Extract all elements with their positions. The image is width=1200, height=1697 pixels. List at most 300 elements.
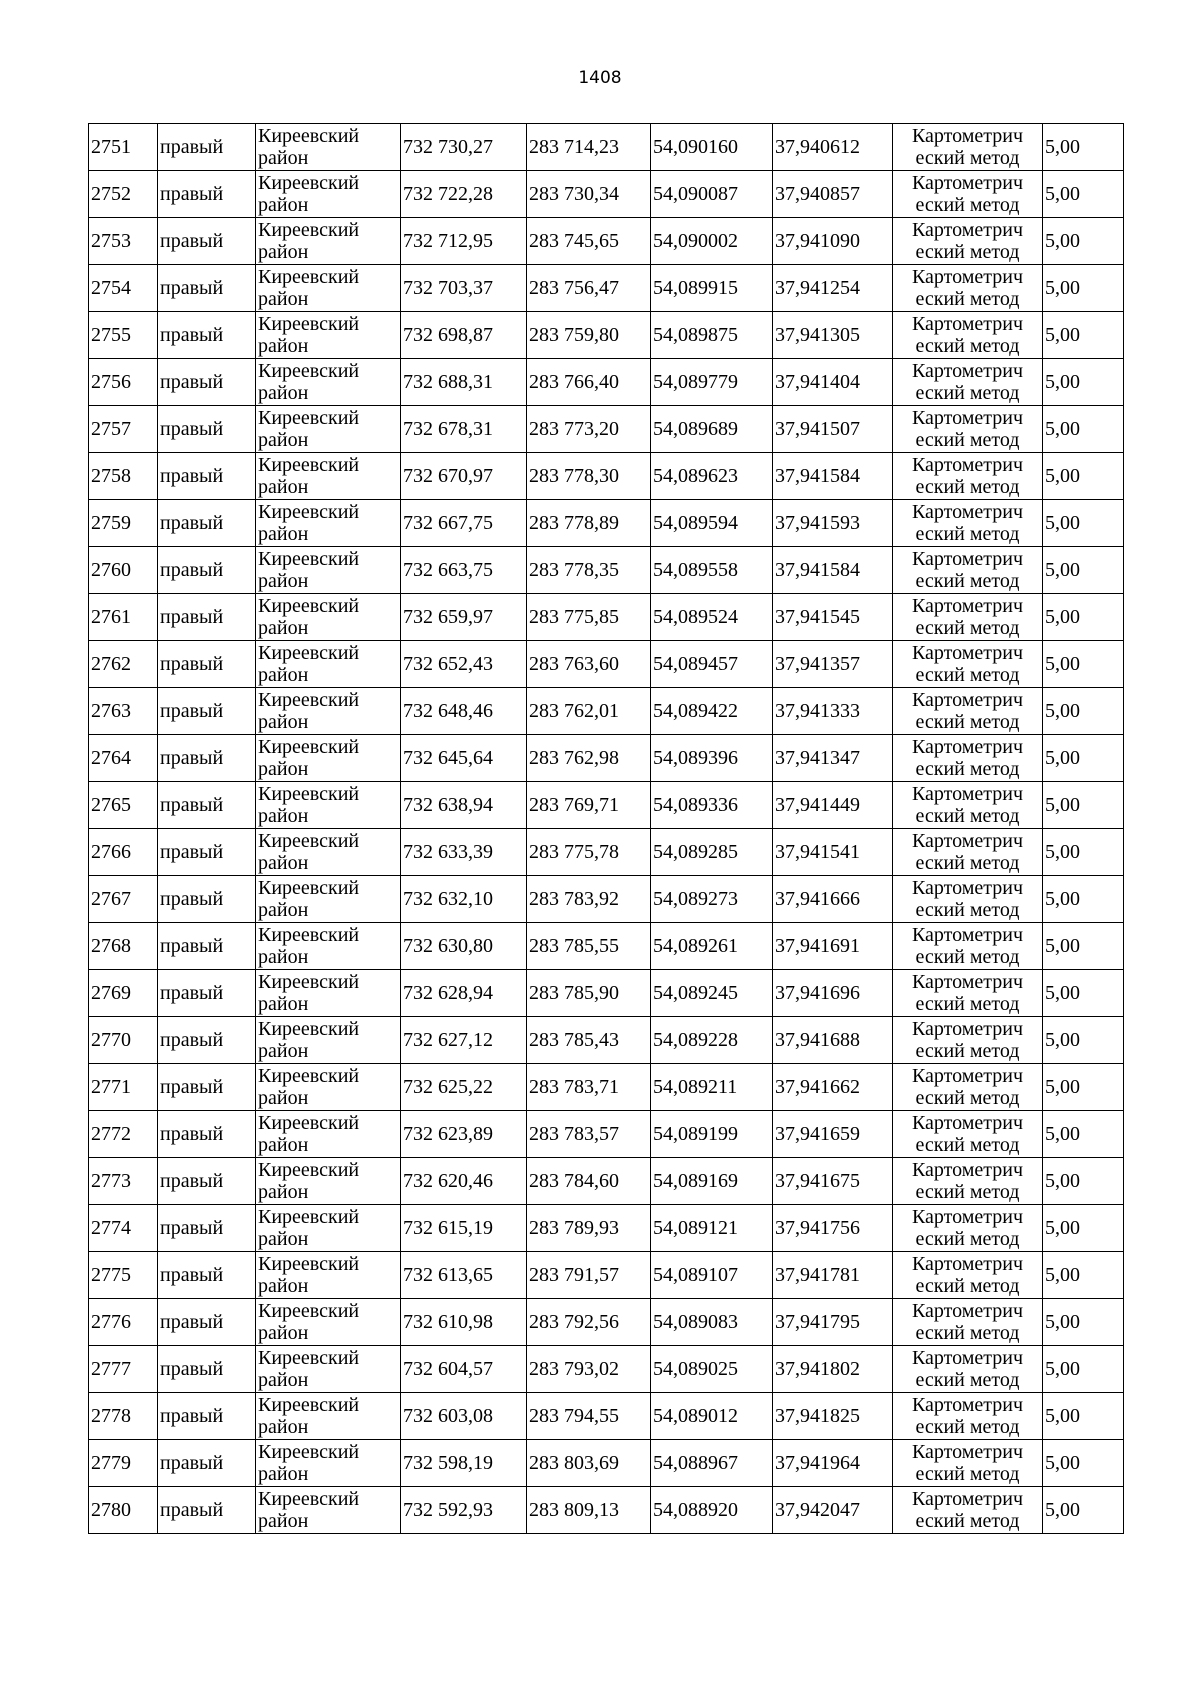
district-line-1: Киреевский (258, 1018, 360, 1040)
coord-y-cell: 283 745,65 (527, 218, 651, 265)
district-cell (256, 688, 401, 735)
method-cell (893, 1487, 1043, 1534)
point-number-cell: 2775 (89, 1252, 158, 1299)
table-row (89, 547, 1124, 594)
accuracy-cell: 5,00 (1043, 782, 1124, 829)
latitude-cell: 54,088920 (651, 1487, 773, 1534)
latitude-cell: 54,090087 (651, 171, 773, 218)
district-line-2: район (258, 288, 309, 310)
accuracy-cell: 5,00 (1043, 359, 1124, 406)
longitude-cell: 37,941305 (773, 312, 893, 359)
district-cell (256, 265, 401, 312)
district-line-2: район (258, 758, 309, 780)
district-line-2: район (258, 1369, 309, 1391)
district-cell (256, 735, 401, 782)
latitude-cell: 54,090002 (651, 218, 773, 265)
method-line-1: Картометрич (911, 1253, 1024, 1275)
district-cell (256, 1299, 401, 1346)
method-line-2: еский метод (915, 1134, 1020, 1156)
accuracy-cell: 5,00 (1043, 735, 1124, 782)
bank-side-cell: правый (158, 1017, 256, 1064)
latitude-cell: 54,089457 (651, 641, 773, 688)
accuracy-cell: 5,00 (1043, 1299, 1124, 1346)
district-cell (256, 829, 401, 876)
table-row (89, 312, 1124, 359)
table-row (89, 1252, 1124, 1299)
method-cell (893, 1440, 1043, 1487)
district-cell (256, 453, 401, 500)
method-line-1: Картометрич (911, 172, 1024, 194)
latitude-cell: 54,089336 (651, 782, 773, 829)
accuracy-cell: 5,00 (1043, 876, 1124, 923)
bank-side-cell: правый (158, 453, 256, 500)
coord-y-cell: 283 763,60 (527, 641, 651, 688)
district-line-1: Киреевский (258, 125, 360, 147)
point-number-cell: 2763 (89, 688, 158, 735)
bank-side-cell: правый (158, 641, 256, 688)
district-cell (256, 1440, 401, 1487)
method-line-1: Картометрич (911, 313, 1024, 335)
bank-side-cell: правый (158, 1111, 256, 1158)
latitude-cell: 54,089285 (651, 829, 773, 876)
point-number-cell: 2771 (89, 1064, 158, 1111)
point-number-cell: 2776 (89, 1299, 158, 1346)
latitude-cell: 54,089875 (651, 312, 773, 359)
coord-x-cell: 732 598,19 (401, 1440, 527, 1487)
district-line-1: Киреевский (258, 1159, 360, 1181)
district-cell (256, 171, 401, 218)
coord-x-cell: 732 730,27 (401, 124, 527, 171)
latitude-cell: 54,089107 (651, 1252, 773, 1299)
method-line-2: еский метод (915, 476, 1020, 498)
bank-side-cell: правый (158, 876, 256, 923)
method-line-2: еский метод (915, 335, 1020, 357)
district-line-1: Киреевский (258, 501, 360, 523)
method-cell (893, 1252, 1043, 1299)
latitude-cell: 54,089779 (651, 359, 773, 406)
method-line-1: Картометрич (911, 360, 1024, 382)
point-number-cell: 2765 (89, 782, 158, 829)
coord-x-cell: 732 625,22 (401, 1064, 527, 1111)
district-line-1: Киреевский (258, 1394, 360, 1416)
table-row (89, 218, 1124, 265)
accuracy-cell: 5,00 (1043, 500, 1124, 547)
district-cell (256, 923, 401, 970)
method-line-1: Картометрич (911, 1441, 1024, 1463)
district-line-1: Киреевский (258, 266, 360, 288)
method-cell (893, 406, 1043, 453)
method-line-2: еский метод (915, 1416, 1020, 1438)
coord-y-cell: 283 762,01 (527, 688, 651, 735)
district-line-2: район (258, 852, 309, 874)
district-line-2: район (258, 194, 309, 216)
coord-x-cell: 732 659,97 (401, 594, 527, 641)
coord-x-cell: 732 633,39 (401, 829, 527, 876)
district-line-2: район (258, 946, 309, 968)
accuracy-cell: 5,00 (1043, 1017, 1124, 1064)
table-row (89, 1017, 1124, 1064)
method-cell (893, 1393, 1043, 1440)
coord-y-cell: 283 783,92 (527, 876, 651, 923)
bank-side-cell: правый (158, 500, 256, 547)
accuracy-cell: 5,00 (1043, 453, 1124, 500)
district-line-2: район (258, 1134, 309, 1156)
coord-y-cell: 283 775,85 (527, 594, 651, 641)
latitude-cell: 54,089623 (651, 453, 773, 500)
district-cell (256, 970, 401, 1017)
point-number-cell: 2753 (89, 218, 158, 265)
longitude-cell: 37,941825 (773, 1393, 893, 1440)
point-number-cell: 2767 (89, 876, 158, 923)
method-line-1: Картометрич (911, 1300, 1024, 1322)
accuracy-cell: 5,00 (1043, 1205, 1124, 1252)
longitude-cell: 37,941675 (773, 1158, 893, 1205)
longitude-cell: 37,941666 (773, 876, 893, 923)
method-line-2: еский метод (915, 1087, 1020, 1109)
point-number-cell: 2770 (89, 1017, 158, 1064)
bank-side-cell: правый (158, 547, 256, 594)
table-row (89, 876, 1124, 923)
district-line-1: Киреевский (258, 595, 360, 617)
coord-x-cell: 732 632,10 (401, 876, 527, 923)
table-row (89, 171, 1124, 218)
latitude-cell: 54,089273 (651, 876, 773, 923)
table-row (89, 406, 1124, 453)
bank-side-cell: правый (158, 735, 256, 782)
accuracy-cell: 5,00 (1043, 1393, 1124, 1440)
district-line-2: район (258, 664, 309, 686)
coordinates-table (88, 123, 1124, 1534)
method-line-2: еский метод (915, 523, 1020, 545)
method-line-2: еский метод (915, 1510, 1020, 1532)
method-line-2: еский метод (915, 1228, 1020, 1250)
district-line-1: Киреевский (258, 1065, 360, 1087)
accuracy-cell: 5,00 (1043, 124, 1124, 171)
coord-x-cell: 732 592,93 (401, 1487, 527, 1534)
coord-y-cell: 283 793,02 (527, 1346, 651, 1393)
coord-x-cell: 732 652,43 (401, 641, 527, 688)
method-line-2: еский метод (915, 946, 1020, 968)
latitude-cell: 54,089594 (651, 500, 773, 547)
district-cell (256, 1393, 401, 1440)
district-line-1: Киреевский (258, 1253, 360, 1275)
accuracy-cell: 5,00 (1043, 1487, 1124, 1534)
district-line-1: Киреевский (258, 1441, 360, 1463)
district-line-2: район (258, 241, 309, 263)
district-cell (256, 782, 401, 829)
table-row (89, 970, 1124, 1017)
coord-x-cell: 732 648,46 (401, 688, 527, 735)
longitude-cell: 37,941449 (773, 782, 893, 829)
point-number-cell: 2768 (89, 923, 158, 970)
point-number-cell: 2778 (89, 1393, 158, 1440)
table-row (89, 1299, 1124, 1346)
accuracy-cell: 5,00 (1043, 547, 1124, 594)
district-line-1: Киреевский (258, 548, 360, 570)
district-line-1: Киреевский (258, 1300, 360, 1322)
table-row (89, 453, 1124, 500)
method-line-1: Картометрич (911, 1206, 1024, 1228)
bank-side-cell: правый (158, 265, 256, 312)
table-row (89, 641, 1124, 688)
coord-y-cell: 283 785,55 (527, 923, 651, 970)
table-row (89, 124, 1124, 171)
longitude-cell: 37,941507 (773, 406, 893, 453)
coord-x-cell: 732 722,28 (401, 171, 527, 218)
method-line-2: еский метод (915, 1040, 1020, 1062)
method-line-1: Картометрич (911, 1065, 1024, 1087)
method-line-1: Картометрич (911, 971, 1024, 993)
longitude-cell: 37,940857 (773, 171, 893, 218)
method-line-2: еский метод (915, 899, 1020, 921)
method-cell (893, 265, 1043, 312)
table-row (89, 265, 1124, 312)
method-line-1: Картометрич (911, 877, 1024, 899)
district-line-2: район (258, 147, 309, 169)
point-number-cell: 2777 (89, 1346, 158, 1393)
coord-x-cell: 732 645,64 (401, 735, 527, 782)
district-line-2: район (258, 523, 309, 545)
longitude-cell: 37,942047 (773, 1487, 893, 1534)
coord-y-cell: 283 762,98 (527, 735, 651, 782)
coord-y-cell: 283 730,34 (527, 171, 651, 218)
accuracy-cell: 5,00 (1043, 1346, 1124, 1393)
district-line-1: Киреевский (258, 689, 360, 711)
accuracy-cell: 5,00 (1043, 1111, 1124, 1158)
accuracy-cell: 5,00 (1043, 923, 1124, 970)
longitude-cell: 37,941795 (773, 1299, 893, 1346)
longitude-cell: 37,941541 (773, 829, 893, 876)
table-row (89, 1346, 1124, 1393)
method-cell (893, 1064, 1043, 1111)
district-line-1: Киреевский (258, 1347, 360, 1369)
district-line-2: район (258, 617, 309, 639)
district-cell (256, 1252, 401, 1299)
latitude-cell: 54,089558 (651, 547, 773, 594)
bank-side-cell: правый (158, 1205, 256, 1252)
coord-y-cell: 283 792,56 (527, 1299, 651, 1346)
coord-x-cell: 732 628,94 (401, 970, 527, 1017)
point-number-cell: 2761 (89, 594, 158, 641)
method-cell (893, 782, 1043, 829)
table-row (89, 594, 1124, 641)
method-line-1: Картометрич (911, 454, 1024, 476)
method-cell (893, 1158, 1043, 1205)
coord-x-cell: 732 678,31 (401, 406, 527, 453)
latitude-cell: 54,089396 (651, 735, 773, 782)
method-cell (893, 1205, 1043, 1252)
latitude-cell: 54,089083 (651, 1299, 773, 1346)
longitude-cell: 37,941802 (773, 1346, 893, 1393)
bank-side-cell: правый (158, 1299, 256, 1346)
latitude-cell: 54,089245 (651, 970, 773, 1017)
method-line-1: Картометрич (911, 1159, 1024, 1181)
bank-side-cell: правый (158, 594, 256, 641)
table-row (89, 1393, 1124, 1440)
coord-x-cell: 732 638,94 (401, 782, 527, 829)
coord-y-cell: 283 773,20 (527, 406, 651, 453)
district-line-1: Киреевский (258, 454, 360, 476)
district-line-2: район (258, 1416, 309, 1438)
latitude-cell: 54,089422 (651, 688, 773, 735)
method-cell (893, 641, 1043, 688)
bank-side-cell: правый (158, 171, 256, 218)
district-cell (256, 1346, 401, 1393)
table-row (89, 1205, 1124, 1252)
district-cell (256, 876, 401, 923)
table-row (89, 1440, 1124, 1487)
latitude-cell: 54,089199 (651, 1111, 773, 1158)
district-cell (256, 312, 401, 359)
coord-y-cell: 283 791,57 (527, 1252, 651, 1299)
method-line-1: Картометрич (911, 1018, 1024, 1040)
coord-x-cell: 732 610,98 (401, 1299, 527, 1346)
method-cell (893, 688, 1043, 735)
latitude-cell: 54,089169 (651, 1158, 773, 1205)
point-number-cell: 2756 (89, 359, 158, 406)
accuracy-cell: 5,00 (1043, 1158, 1124, 1205)
bank-side-cell: правый (158, 359, 256, 406)
coord-y-cell: 283 783,57 (527, 1111, 651, 1158)
coord-y-cell: 283 783,71 (527, 1064, 651, 1111)
bank-side-cell: правый (158, 312, 256, 359)
coord-x-cell: 732 663,75 (401, 547, 527, 594)
accuracy-cell: 5,00 (1043, 1440, 1124, 1487)
district-cell (256, 1158, 401, 1205)
method-cell (893, 735, 1043, 782)
longitude-cell: 37,941254 (773, 265, 893, 312)
district-cell (256, 124, 401, 171)
point-number-cell: 2766 (89, 829, 158, 876)
method-cell (893, 829, 1043, 876)
bank-side-cell: правый (158, 688, 256, 735)
method-line-1: Картометрич (911, 501, 1024, 523)
district-line-1: Киреевский (258, 642, 360, 664)
method-line-2: еский метод (915, 147, 1020, 169)
district-line-2: район (258, 1228, 309, 1250)
method-line-2: еский метод (915, 1322, 1020, 1344)
coord-x-cell: 732 627,12 (401, 1017, 527, 1064)
method-line-2: еский метод (915, 852, 1020, 874)
coord-x-cell: 732 603,08 (401, 1393, 527, 1440)
accuracy-cell: 5,00 (1043, 970, 1124, 1017)
point-number-cell: 2758 (89, 453, 158, 500)
latitude-cell: 54,089261 (651, 923, 773, 970)
district-cell (256, 1205, 401, 1252)
district-line-2: район (258, 382, 309, 404)
method-line-2: еский метод (915, 993, 1020, 1015)
longitude-cell: 37,941691 (773, 923, 893, 970)
longitude-cell: 37,941781 (773, 1252, 893, 1299)
longitude-cell: 37,941756 (773, 1205, 893, 1252)
coord-y-cell: 283 778,30 (527, 453, 651, 500)
longitude-cell: 37,941696 (773, 970, 893, 1017)
bank-side-cell: правый (158, 829, 256, 876)
method-cell (893, 1299, 1043, 1346)
longitude-cell: 37,941688 (773, 1017, 893, 1064)
district-line-2: район (258, 570, 309, 592)
coord-x-cell: 732 688,31 (401, 359, 527, 406)
bank-side-cell: правый (158, 782, 256, 829)
method-line-1: Картометрич (911, 642, 1024, 664)
district-line-2: район (258, 1087, 309, 1109)
coord-y-cell: 283 809,13 (527, 1487, 651, 1534)
method-line-1: Картометрич (911, 689, 1024, 711)
coord-y-cell: 283 756,47 (527, 265, 651, 312)
method-cell (893, 1346, 1043, 1393)
table-row (89, 1111, 1124, 1158)
accuracy-cell: 5,00 (1043, 312, 1124, 359)
method-line-1: Картометрич (911, 924, 1024, 946)
coord-x-cell: 732 703,37 (401, 265, 527, 312)
longitude-cell: 37,941584 (773, 453, 893, 500)
page-number: 1408 (578, 68, 622, 88)
accuracy-cell: 5,00 (1043, 594, 1124, 641)
table-row (89, 1158, 1124, 1205)
longitude-cell: 37,941662 (773, 1064, 893, 1111)
method-line-2: еский метод (915, 1181, 1020, 1203)
point-number-cell: 2774 (89, 1205, 158, 1252)
district-line-1: Киреевский (258, 783, 360, 805)
district-line-2: район (258, 1510, 309, 1532)
table-row (89, 359, 1124, 406)
method-cell (893, 500, 1043, 547)
bank-side-cell: правый (158, 218, 256, 265)
bank-side-cell: правый (158, 406, 256, 453)
district-line-1: Киреевский (258, 1488, 360, 1510)
method-line-1: Картометрич (911, 266, 1024, 288)
method-cell (893, 453, 1043, 500)
district-line-1: Киреевский (258, 877, 360, 899)
point-number-cell: 2773 (89, 1158, 158, 1205)
accuracy-cell: 5,00 (1043, 406, 1124, 453)
method-line-1: Картометрич (911, 125, 1024, 147)
method-cell (893, 970, 1043, 1017)
method-line-2: еский метод (915, 711, 1020, 733)
district-line-1: Киреевский (258, 313, 360, 335)
point-number-cell: 2755 (89, 312, 158, 359)
district-cell (256, 641, 401, 688)
method-line-1: Картометрич (911, 1112, 1024, 1134)
district-line-2: район (258, 805, 309, 827)
district-line-2: район (258, 1463, 309, 1485)
longitude-cell: 37,941964 (773, 1440, 893, 1487)
coord-y-cell: 283 778,89 (527, 500, 651, 547)
point-number-cell: 2762 (89, 641, 158, 688)
method-cell (893, 1111, 1043, 1158)
district-line-1: Киреевский (258, 1112, 360, 1134)
latitude-cell: 54,089211 (651, 1064, 773, 1111)
point-number-cell: 2754 (89, 265, 158, 312)
district-cell (256, 1111, 401, 1158)
method-cell (893, 923, 1043, 970)
district-line-1: Киреевский (258, 1206, 360, 1228)
coord-y-cell: 283 785,43 (527, 1017, 651, 1064)
latitude-cell: 54,089689 (651, 406, 773, 453)
method-line-1: Картометрич (911, 548, 1024, 570)
method-line-2: еский метод (915, 288, 1020, 310)
point-number-cell: 2779 (89, 1440, 158, 1487)
latitude-cell: 54,089121 (651, 1205, 773, 1252)
method-line-2: еский метод (915, 664, 1020, 686)
method-line-2: еский метод (915, 194, 1020, 216)
coord-y-cell: 283 759,80 (527, 312, 651, 359)
point-number-cell: 2764 (89, 735, 158, 782)
accuracy-cell: 5,00 (1043, 641, 1124, 688)
point-number-cell: 2757 (89, 406, 158, 453)
longitude-cell: 37,941545 (773, 594, 893, 641)
coord-y-cell: 283 789,93 (527, 1205, 651, 1252)
